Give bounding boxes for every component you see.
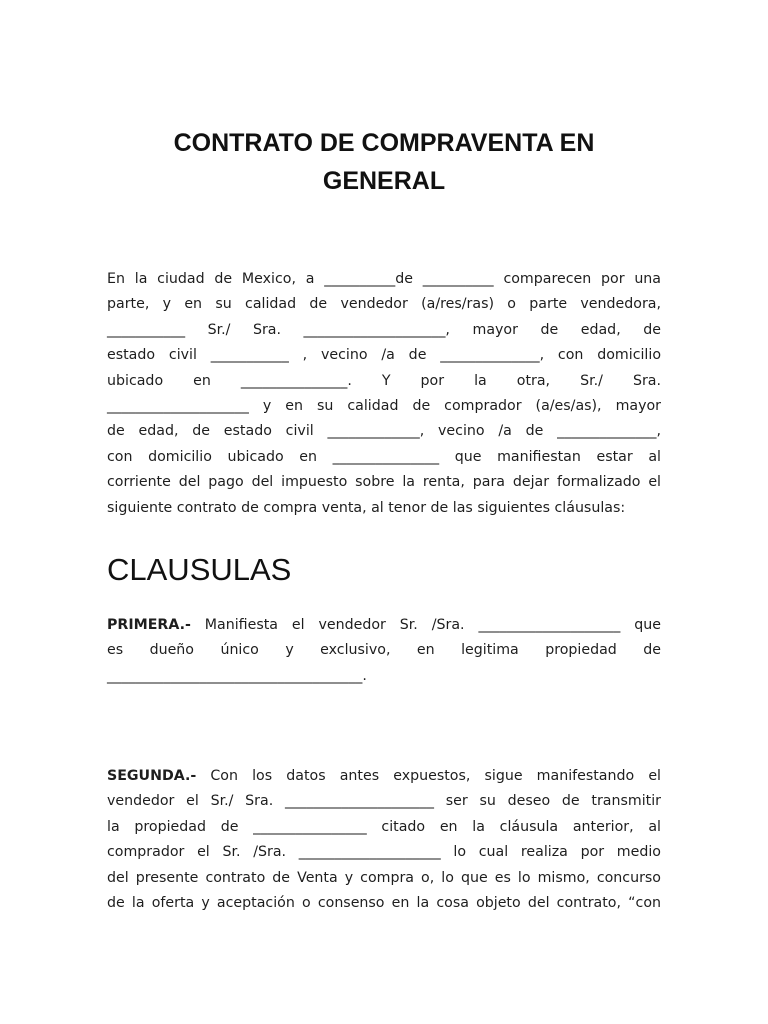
clause-segunda: [107, 764, 661, 916]
clause-primera: [107, 613, 661, 689]
clause-line: [107, 613, 661, 638]
clause-text: Con los datos antes expuestos, sigue manifestando el: [196, 768, 661, 784]
intro-line: ___________ Sr./ Sra. ____________________, mayor de edad, de: [107, 321, 661, 338]
clause-label: PRIMERA.-: [107, 617, 191, 633]
clause-line: del presente contrato de Venta y compra o, lo que es lo mismo, concurso: [107, 869, 661, 886]
intro-paragraph: [107, 267, 661, 521]
intro-line: corriente del pago del impuesto sobre la renta, para dejar formalizado el: [107, 474, 661, 491]
document-title: [108, 124, 660, 200]
clause-text: Manifiesta el vendedor Sr. /Sra. ____________________ que: [190, 617, 661, 633]
intro-line: siguiente contrato de compra venta, al tenor de las siguientes cláusulas:: [107, 499, 626, 516]
clauses-heading: CLAUSULAS: [107, 552, 292, 587]
title-line: GENERAL: [322, 167, 446, 195]
intro-line: ubicado en _______________. Y por la otra, Sr./ Sra.: [107, 372, 661, 389]
intro-line: En la ciudad de Mexico, a __________de __________ comparecen por una: [107, 271, 661, 287]
clause-line: la propiedad de ________________ citado en la cláusula anterior, al: [107, 818, 661, 835]
intro-line: ____________________ y en su calidad de comprador (a/es/as), mayor: [107, 397, 661, 414]
title-line: CONTRATO DE COMPRAVENTA EN: [173, 129, 595, 157]
clause-line: ____________________________________.: [107, 667, 367, 684]
clause-label: SEGUNDA.-: [107, 768, 197, 784]
intro-line: con domicilio ubicado en _______________ que manifiestan estar al: [107, 448, 661, 465]
intro-line: estado civil ___________ , vecino /a de ______________, con domicilio: [107, 347, 661, 364]
clause-line: comprador el Sr. /Sra. ____________________ lo cual realiza por medio: [107, 844, 661, 861]
clause-line: vendedor el Sr./ Sra. _____________________ ser su deseo de transmitir: [107, 793, 661, 810]
clause-line: es dueño único y exclusivo, en legitima propiedad de: [107, 642, 661, 659]
intro-line: parte, y en su calidad de vendedor (a/res/ras) o parte vendedora,: [107, 296, 661, 313]
clause-line: [107, 764, 661, 789]
clause-line: de la oferta y aceptación o consenso en la cosa objeto del contrato, “con: [107, 894, 661, 911]
intro-line: de edad, de estado civil _____________, vecino /a de ______________,: [107, 423, 661, 440]
